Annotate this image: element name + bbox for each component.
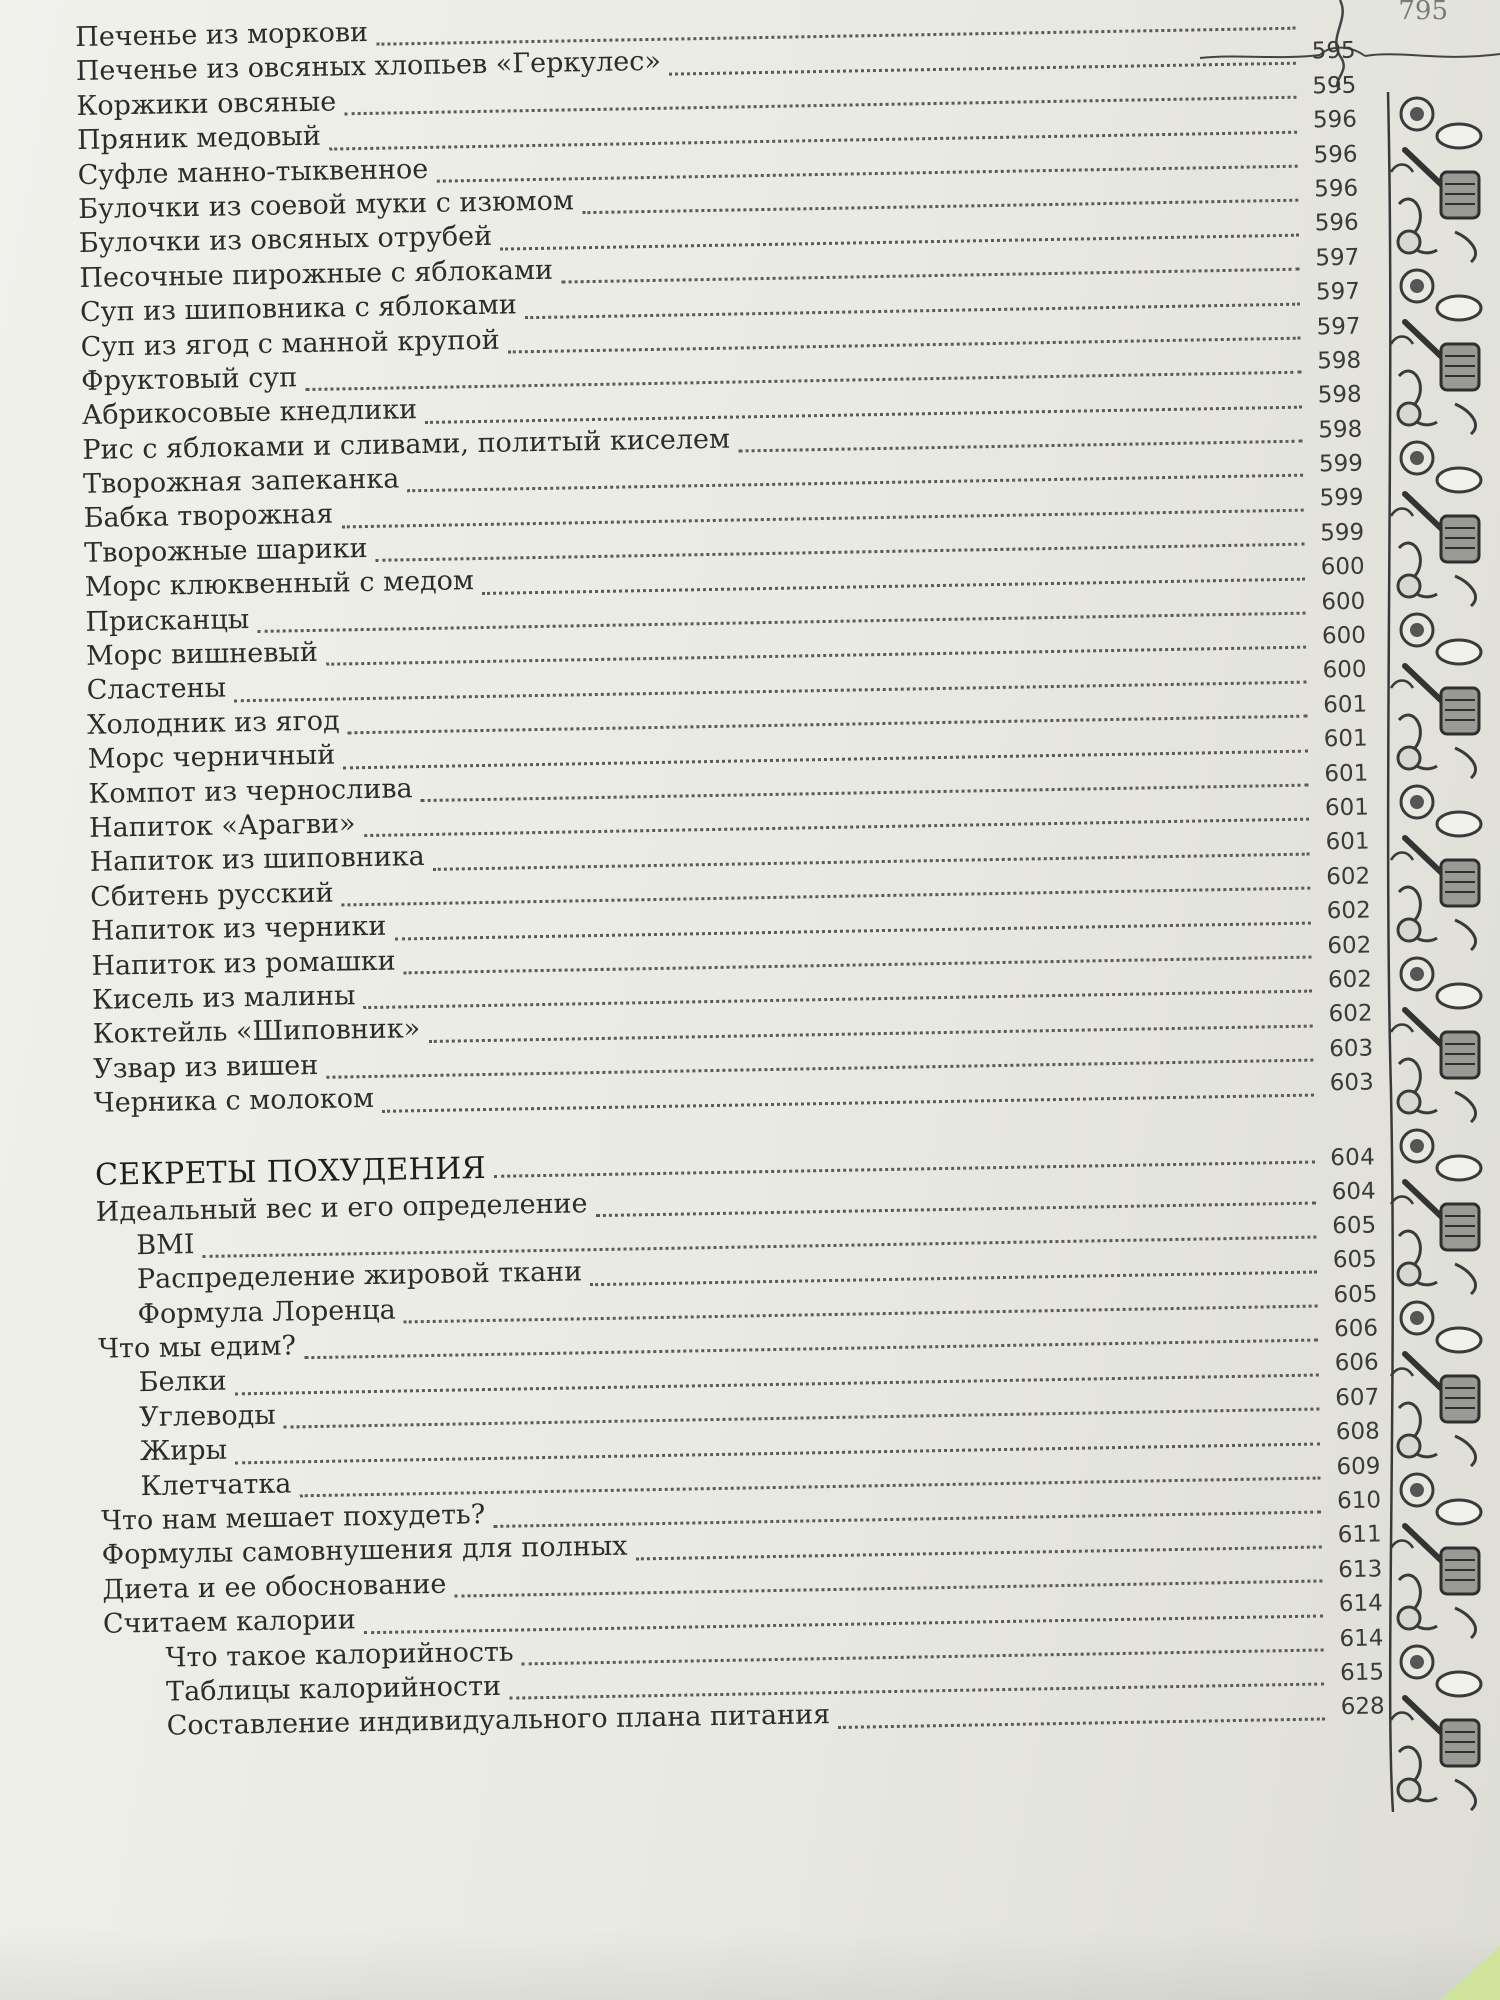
toc-entry-page: 601 bbox=[1325, 828, 1370, 856]
toc-entry-page: 611 bbox=[1337, 1521, 1382, 1549]
decorative-kitchen-border bbox=[1385, 92, 1495, 1812]
toc-entry-page: 596 bbox=[1313, 141, 1358, 168]
toc-entry-page: 614 bbox=[1338, 1590, 1384, 1618]
toc-entry-page: 596 bbox=[1313, 175, 1359, 203]
toc-entry-title: Считаем калории bbox=[102, 1604, 356, 1640]
toc-entry-page: 628 bbox=[1340, 1693, 1385, 1721]
toc-entry-title: Белки bbox=[138, 1366, 227, 1399]
toc-entry-page: 602 bbox=[1326, 897, 1371, 925]
toc-entry-page: 603 bbox=[1328, 1035, 1374, 1062]
toc-entry-title: Пряник медовый bbox=[76, 120, 322, 157]
toc-entry-page: 598 bbox=[1317, 381, 1362, 409]
toc-entry-page: 601 bbox=[1324, 760, 1369, 787]
toc-entry-title: Компот из чернослива bbox=[88, 772, 413, 810]
toc-entry-title: Распределение жировой ткани bbox=[136, 1256, 583, 1296]
toc-entry-page: 598 bbox=[1318, 416, 1363, 444]
toc-entry-title: Суп из ягод с манной крупой bbox=[80, 324, 500, 363]
toc-entry-page: 608 bbox=[1335, 1418, 1381, 1446]
toc-entry-page: 601 bbox=[1323, 725, 1368, 753]
toc-entry-title: Таблицы калорийности bbox=[165, 1670, 502, 1708]
toc-entry-title: Творожные шарики bbox=[84, 532, 368, 569]
toc-entry-page: 606 bbox=[1333, 1315, 1379, 1343]
table-of-contents bbox=[75, 0, 1385, 1746]
toc-entry-page: 600 bbox=[1321, 622, 1367, 650]
toc-entry-title: Составление индивидуального плана питания bbox=[166, 1699, 831, 1743]
toc-entry-title: Жиры bbox=[139, 1434, 228, 1468]
toc-entry-page: 597 bbox=[1315, 244, 1360, 272]
toc-entry-title: Творожная запеканка bbox=[82, 463, 400, 501]
toc-entry-page: 595 bbox=[1311, 38, 1356, 65]
toc-entry-page: 600 bbox=[1322, 656, 1367, 684]
toc-entry-title: Идеальный вес и его определение bbox=[95, 1187, 588, 1228]
toc-entry-page: 603 bbox=[1329, 1069, 1374, 1097]
toc-entry-page: 602 bbox=[1328, 1000, 1373, 1028]
toc-entry-page: 610 bbox=[1336, 1487, 1382, 1515]
toc-entry-page: 605 bbox=[1332, 1246, 1378, 1274]
page-number: 795 bbox=[1398, 0, 1448, 26]
toc-entry-title: Присканцы bbox=[85, 603, 250, 638]
toc-entry-title: Суфле манно-тыквенное bbox=[77, 153, 429, 191]
toc-entry-page: 602 bbox=[1325, 863, 1371, 891]
toc-entry-page: 597 bbox=[1315, 278, 1361, 306]
toc-entry-title: Рис с яблоками и сливами, политый киселем bbox=[82, 423, 731, 466]
toc-entry-page: 599 bbox=[1319, 485, 1364, 512]
toc-entry-page: 609 bbox=[1336, 1453, 1381, 1480]
toc-entry-title: Абрикосовые кнедлики bbox=[81, 394, 418, 432]
toc-entry-title: Формулы самовнушения для полных bbox=[101, 1530, 628, 1572]
toc-entry-title: Холодник из ягод bbox=[87, 705, 340, 741]
toc-entry-page: 597 bbox=[1316, 313, 1361, 340]
toc-entry-page: 601 bbox=[1324, 794, 1370, 822]
dot-leader bbox=[838, 1717, 1325, 1728]
toc-entry-title: Бабка творожная bbox=[83, 499, 334, 535]
toc-entry-page: 596 bbox=[1314, 209, 1359, 237]
toc-entry-page: 596 bbox=[1312, 106, 1358, 134]
toc-entry-page: 600 bbox=[1320, 553, 1365, 581]
toc-entry-title: Черника с молоком bbox=[93, 1083, 375, 1119]
toc-entry-title: Углеводы bbox=[139, 1399, 276, 1433]
toc-entry-page: 595 bbox=[1312, 72, 1357, 100]
toc-entry-page: 601 bbox=[1322, 691, 1368, 719]
toc-entry-page: 602 bbox=[1327, 966, 1373, 994]
dot-leader bbox=[382, 1093, 1314, 1112]
toc-entry-title: Сластены bbox=[86, 672, 227, 707]
toc-entry-page: 615 bbox=[1339, 1659, 1385, 1687]
toc-entry-page: 600 bbox=[1321, 588, 1366, 615]
toc-entry-title: Напиток из ромашки bbox=[91, 945, 396, 982]
toc-entry-title: Напиток «Арагви» bbox=[88, 808, 356, 844]
toc-entry-title: Кисель из малины bbox=[91, 980, 356, 1016]
toc-entry-page: 605 bbox=[1333, 1281, 1378, 1308]
toc-entry-title: Коржики овсяные bbox=[76, 86, 337, 122]
toc-entry-title: Напиток из черники bbox=[90, 910, 387, 948]
toc-entry-title: Формула Лоренца bbox=[137, 1294, 396, 1330]
toc-entry-title: Суп из шиповника с яблоками bbox=[79, 289, 518, 329]
toc-entry-page: 599 bbox=[1319, 519, 1365, 547]
toc-entry-page: 604 bbox=[1331, 1177, 1376, 1205]
toc-entry-title: Песочные пирожные с яблоками bbox=[79, 254, 554, 294]
section-page: 604 bbox=[1329, 1143, 1376, 1171]
page-bottom-shadow bbox=[0, 1930, 1500, 2000]
toc-entry-title: Диета и ее обоснование bbox=[102, 1568, 447, 1606]
toc-entry-page: 606 bbox=[1334, 1349, 1379, 1377]
toc-entry-title: Коктейль «Шиповник» bbox=[92, 1013, 421, 1051]
toc-entry-page: 614 bbox=[1339, 1624, 1384, 1652]
toc-entry-title: Морс вишневый bbox=[85, 636, 319, 672]
toc-entry-title: Напиток из шиповника bbox=[89, 841, 426, 879]
toc-entry-page: 602 bbox=[1327, 932, 1372, 959]
toc-entry-title: Сбитень русский bbox=[90, 877, 334, 913]
toc-entry-title: Узвар из вишен bbox=[93, 1049, 319, 1085]
toc-entry-page: 607 bbox=[1335, 1384, 1380, 1412]
toc-entry-title: Морс клюквенный с медом bbox=[84, 565, 475, 604]
toc-entry-title: Морс черничный bbox=[87, 739, 336, 776]
toc-entry-title: Булочки из соевой муки с изюмом bbox=[78, 185, 575, 225]
toc-entry-title: BMI bbox=[136, 1228, 195, 1262]
toc-entry-title: Что мы едим? bbox=[97, 1330, 297, 1365]
toc-entry-title: Что такое калорийность bbox=[165, 1636, 514, 1674]
toc-entry-title: Печенье из моркови bbox=[75, 16, 369, 53]
toc-entry-title: Клетчатка bbox=[140, 1468, 292, 1502]
toc-entry-title: Булочки из овсяных отрубей bbox=[78, 221, 493, 260]
section-title: СЕКРЕТЫ ПОХУДЕНИЯ bbox=[94, 1150, 487, 1193]
toc-entry-title: Печенье из овсяных хлопьев «Геркулес» bbox=[75, 46, 662, 88]
toc-entry-page: 599 bbox=[1318, 450, 1364, 478]
toc-entry-title: Что нам мешает похудеть? bbox=[100, 1499, 486, 1537]
toc-entry-page: 613 bbox=[1338, 1556, 1383, 1583]
toc-entry-page: 598 bbox=[1316, 347, 1362, 375]
toc-entry-page bbox=[1295, 24, 1355, 25]
dot-leader bbox=[494, 1160, 1315, 1177]
toc-entry-page: 605 bbox=[1332, 1212, 1377, 1240]
toc-entry-title: Фруктовый суп bbox=[81, 362, 298, 397]
